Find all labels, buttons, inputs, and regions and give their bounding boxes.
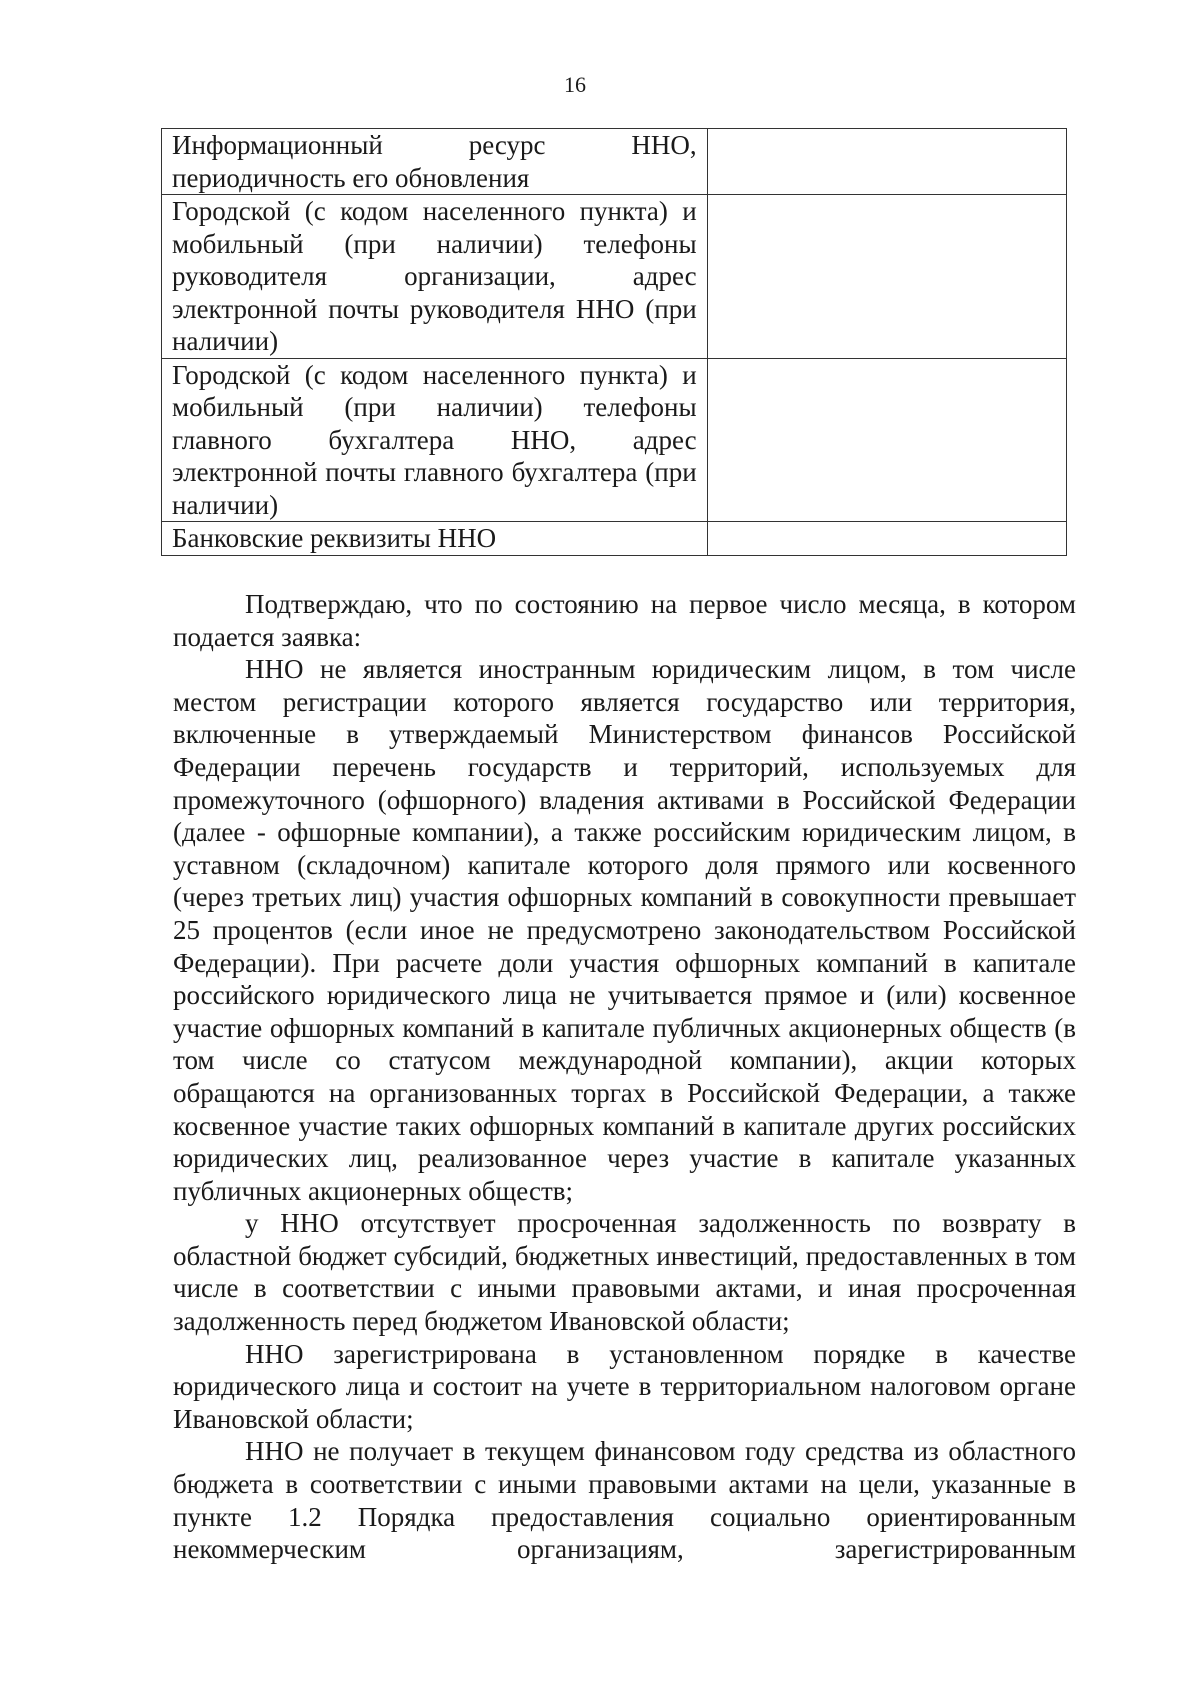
body-text — [173, 588, 1076, 1566]
table-row — [162, 522, 1067, 556]
paragraph-confirmation-intro: Подтверждаю, что по состоянию на первое число месяца, в котором подается заявка: — [173, 589, 1076, 652]
table-row-value — [707, 358, 1066, 522]
organization-info-table — [161, 128, 1067, 556]
table-row-label: Информационный ресурс ННО, периодичность его обновления — [162, 129, 708, 195]
paragraph-registration: ННО зарегистрирована в установленном порядке в качестве юридического лица и состоит на учете в территориальном налоговом органе Ивановской области; — [173, 1338, 1076, 1434]
table-row — [162, 129, 1067, 195]
table-row-value — [707, 522, 1066, 556]
table-row-label: Городской (с кодом населенного пункта) и мобильный (при наличии) телефоны руководителя организации, адрес электронной почты руководителя ННО (при наличии) — [162, 195, 708, 359]
table-row — [162, 358, 1067, 522]
paragraph-offshore-status: ННО не является иностранным юридическим лицом, в том числе местом регистрации которого является государство или территория, включенные в утверждаемый Министерством финансов Российской Федерации перечень государств и территорий, используемых для промежуточного (офшорного) владения активами в Российской Федерации (далее - офшорные компании), а также российским юридическим лицом, в уставном (складочном) капитале которого доля прямого или косвенного (через третьих лиц) участия офшорных компаний в совокупности превышает 25 процентов (если иное не предусмотрено законодательством Российской Федерации). При расчете доли участия офшорных компаний в капитале российского юридического лица не учитывается прямое и (или) косвенное участие офшорных компаний в капитале публичных акционерных обществ (в том числе со статусом международной компании), акции которых обращаются на организованных торгах в Российской Федерации, а также косвенное участие таких офшорных компаний в капитале других российских юридических лиц, реализованное через участие в капитале указанных публичных акционерных обществ; — [173, 654, 1076, 1206]
table-row-value — [707, 129, 1066, 195]
table-row-value — [707, 195, 1066, 359]
paragraph-no-overdue-debt: у ННО отсутствует просроченная задолженность по возврату в областной бюджет субсидий, бюджетных инвестиций, предоставленных в том числе в соответствии с иными правовыми актами, и иная просроченная задолженность перед бюджетом Ивановской области; — [173, 1208, 1076, 1337]
paragraph-no-other-funding: ННО не получает в текущем финансовом году средства из областного бюджета в соответствии с иными правовыми актами на цели, указанные в пункте 1.2 Порядка предоставления социально ориентированным некоммерческим организациям, зарегистрированным — [173, 1436, 1076, 1565]
page-number: 16 — [564, 72, 586, 97]
table-row — [162, 195, 1067, 359]
table-row-label: Городской (с кодом населенного пункта) и мобильный (при наличии) телефоны главного бухгалтера ННО, адрес электронной почты главного бухгалтера (при наличии) — [162, 358, 708, 522]
table-row-label: Банковские реквизиты ННО — [162, 522, 708, 556]
